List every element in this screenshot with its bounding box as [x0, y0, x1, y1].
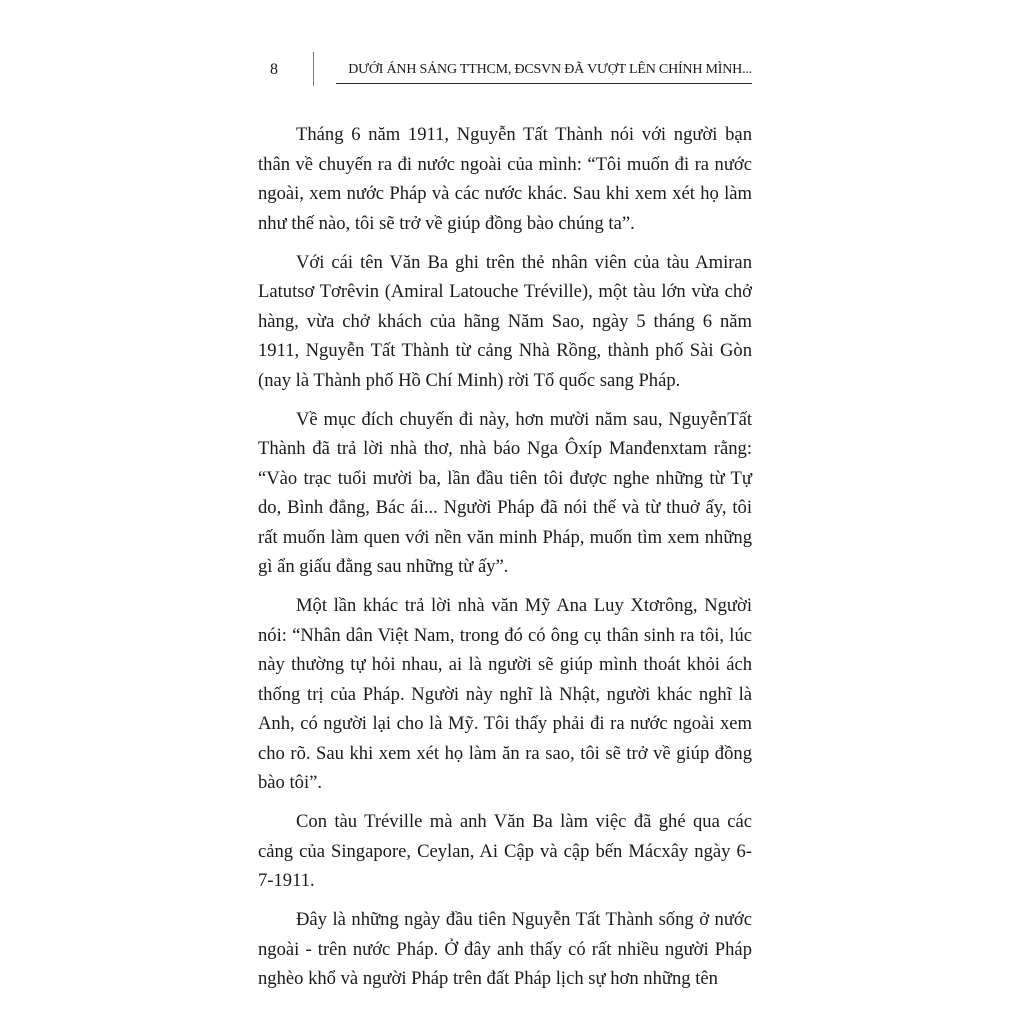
paragraph: Tháng 6 năm 1911, Nguyễn Tất Thành nói với người bạn thân về chuyến ra đi nước ngoài của mình: “Tôi muốn đi ra nước ngoài, xem nước Pháp và các nước khác. Sau khi xem xét họ làm như thế nào, tôi sẽ trở về giúp đồng bào chúng ta”. [258, 124, 752, 234]
header-rule [336, 83, 752, 84]
header-divider [313, 52, 314, 86]
paragraph: Con tàu Tréville mà anh Văn Ba làm việc đã ghé qua các cảng của Singapore, Ceylan, Ai Cập và cập bến Mácxây ngày 6-7-1911. [258, 811, 752, 891]
page-number: 8 [270, 61, 278, 78]
paragraph: Đây là những ngày đầu tiên Nguyễn Tất Thành sống ở nước ngoài - trên nước Pháp. Ở đây anh thấy có rất nhiều người Pháp nghèo khổ và người Pháp trên đất Pháp lịch sự hơn những tên [258, 909, 752, 989]
paragraph: Một lần khác trả lời nhà văn Mỹ Ana Luy Xtơrông, Người nói: “Nhân dân Việt Nam, trong đó có ông cụ thân sinh ra tôi, lúc này thường tự hỏi nhau, ai là người sẽ giúp mình thoát khỏi ách thống trị của Pháp. Người này nghĩ là Nhật, người khác nghĩ là Anh, có người lại cho là Mỹ. Tôi thấy phải đi ra nước ngoài xem cho rõ. Sau khi xem xét họ làm ăn ra sao, tôi sẽ trở về giúp đồng bào tôi”. [258, 595, 752, 793]
running-title: DƯỚI ÁNH SÁNG TTHCM, ĐCSVN ĐÃ VƯỢT LÊN CHÍNH MÌNH... [348, 62, 752, 77]
paragraph: Với cái tên Văn Ba ghi trên thẻ nhân viên của tàu Amiran Latutsơ Tơrêvin (Amiral Latouche Tréville), một tàu lớn vừa chở hàng, vừa chở khách của hãng Năm Sao, ngày 5 tháng 6 năm 1911, Nguyễn Tất Thành từ cảng Nhà Rồng, thành phố Sài Gòn (nay là Thành phố Hồ Chí Minh) rời Tổ quốc sang Pháp. [258, 251, 752, 391]
paragraph: Về mục đích chuyến đi này, hơn mười năm sau, NguyễnTất Thành đã trả lời nhà thơ, nhà báo Nga Ôxíp Manđenxtam rằng: “Vào trạc tuổi mười ba, lần đầu tiên tôi được nghe những từ Tự do, Bình đẳng, Bác ái... Người Pháp đã nói thế và từ thuở ấy, tôi rất muốn làm quen với nền văn minh Pháp, muốn tìm xem những gì ẩn giấu đằng sau những từ ấy”. [258, 408, 752, 577]
body-text [258, 120, 752, 994]
